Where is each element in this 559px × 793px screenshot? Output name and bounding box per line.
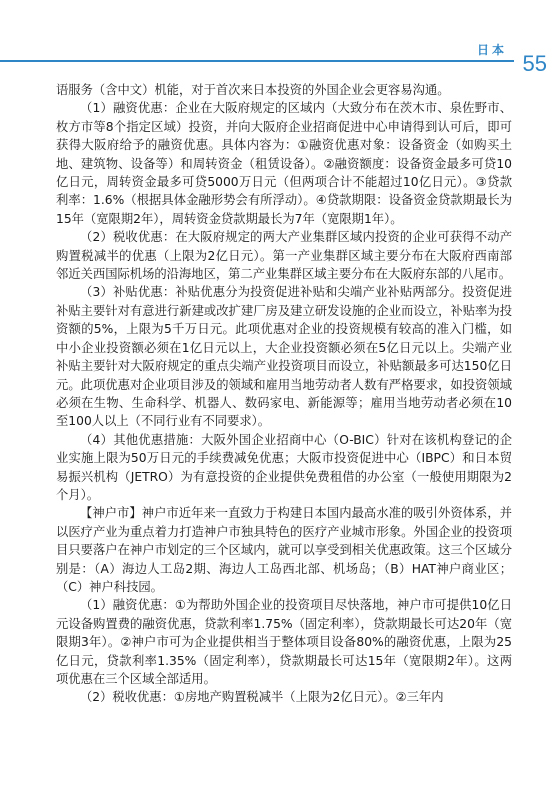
paragraph-continuation: 语服务（含中文）机能，对于首次来日本投资的外国企业会更容易沟通。 <box>56 83 450 97</box>
paragraph-osaka-other: （4）其他优惠措施：大阪外国企业招商中心（O-BIC）针对在该机构登记的企业实施上限为50万日元的手续费减免优惠；大阪市投资促进中心（IBPC）和日本贸易振兴机构（JETRO）为有意投资的企业提供免费租借的办公室（一般使用期限为2个月）。 <box>56 432 512 502</box>
paragraph-osaka-subsidy: （3）补贴优惠：补贴优惠分为投资促进补贴和尖端产业补贴两部分。投资促进补贴主要针对有意进行新建或改扩建厂房及建立研发设施的企业而设立，补贴率为投资额的5%，上限为5千万日元。此项优惠对企业的投资规模有较高的准入门槛，如中小企业投资额必须在1亿日元以上，大企业投资额必须在5亿日元以上。尖端产业补贴主要针对大阪府规定的重点尖端产业投资项目而设立，补贴额最多可达150亿日元。此项优惠对企业项目涉及的领域和雇用当地劳动者人数有严格要求，如投资领域必须在生物、生命科学、机器人、数码家电、新能源等；雇用当地劳动者必须在10至100人以上（不同行业有不同要求）。 <box>56 285 512 429</box>
paragraph-osaka-tax: （2）税收优惠：在大阪府规定的两大产业集群区域内投资的企业可获得不动产购置税减半的优惠（上限为2亿日元）。第一产业集群区域主要分布在大阪府西南部邻近关西国际机场的沿海地区，第二产业集群区域主要分布在大阪府东部的八尾市。 <box>56 230 512 282</box>
paragraph-kobe-financing: （1）融资优惠：①为帮助外国企业的投资项目尽快落地，神户市可提供10亿日元设备购置费的融资优惠，贷款利率1.75%（固定利率），贷款期最长可达20年（宽限期3年）。②神户市可为企业提供相当于整体项目设备80%的融资优惠，上限为25亿日元，贷款利率1.35%（固定利率），贷款期最长可达15年（宽限期2年）。这两项优惠在三个区域全部适用。 <box>56 598 512 686</box>
body-text <box>56 81 512 707</box>
paragraph-kobe-intro: 【神户市】神户市近年来一直致力于构建日本国内最高水准的吸引外资体系，并以医疗产业为重点着力打造神户市独具特色的医疗产业城市形象。外国企业的投资项目只要落户在神户市划定的三个区域内，就可以享受到相关优惠政策。这三个区域分别是：（A）海边人工岛2期、海边人工岛西北部、机场岛；（B）HAT神户商业区；（C）神户科技园。 <box>56 506 512 594</box>
page-number: 55 <box>522 51 547 76</box>
paragraph-kobe-tax: （2）税收优惠：①房地产购置税减半（上限为2亿日元）。②三年内 <box>80 690 444 705</box>
section-label: 日本 <box>476 43 507 57</box>
header-rule <box>0 60 514 62</box>
paragraph-osaka-financing: （1）融资优惠：企业在大阪府规定的区域内（大致分布在茨木市、泉佐野市、枚方市等8个指定区域）投资，并向大阪府企业招商促进中心申请得到认可后，即可获得大阪府给予的融资优惠。具体内容为：①融资优惠对象：设备资金（如购买土地、建筑物、设备等）和周转资金（租赁设备）。②融资额度：设备资金最多可贷10亿日元，周转资金最多可贷5000万日元（但两项合计不能超过10亿日元）。③贷款利率：1.6%（根据具体金融形势会有所浮动）。④贷款期限：设备资金贷款期最长为15年（宽限期2年），周转资金贷款期最长为7年（宽限期1年）。 <box>56 101 512 226</box>
